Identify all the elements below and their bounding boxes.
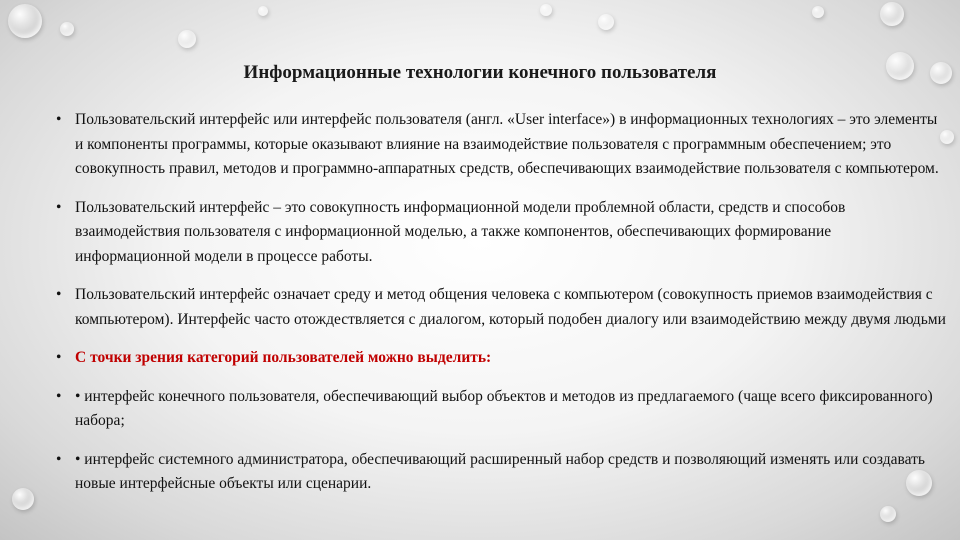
bullet-marker: • [56,349,62,366]
bullet-text: • интерфейс конечного пользователя, обеспечивающий выбор объектов и методов из предлагаемого (чаще всего фиксированного) набора; [75,387,933,429]
bullet-text-highlighted: С точки зрения категорий пользователей можно выделить: [75,349,492,366]
bullet-marker: • [56,387,62,405]
bullet-text: Пользовательский интерфейс означает среду и метод общения человека с компьютером (совокупность приемов взаимодействия с компьютером). Интерфейс часто отождествляется с диалогом, который подобен диалогу или взаимодействию между двумя людьми [75,286,946,328]
slide-title: Информационные технологии конечного пользователя [243,62,717,83]
bullet-item [56,346,946,371]
bullet-marker: • [56,198,62,216]
bullet-item [56,283,946,332]
bullet-item [56,448,946,497]
bullet-item [56,108,946,182]
bullet-marker: • [56,286,62,303]
bullet-item [56,196,946,270]
bullet-marker: • [56,111,62,128]
bullet-text: Пользовательский интерфейс или интерфейс пользователя (англ. «User interface») в информационных технологиях – это элементы и компоненты программы, которые оказывают влияние на взаимодействие пользователя с программным обеспечением; это совокупность правил, методов и программно-аппаратных средств, обеспечивающих взаимодействие пользователя с компьютером. [75,111,939,177]
bullet-text: • интерфейс системного администратора, обеспечивающий расширенный набор средств и позволяющий изменять или создавать новые интерфейсные объекты или сценарии. [75,450,925,492]
bullet-text: Пользовательский интерфейс – это совокупность информационной модели проблемной области, средств и способов взаимодействия пользователя с информационной моделью, а также компонентов, обеспечивающих формирование информационной модели в процессе работы. [75,198,846,265]
bullet-item [56,385,946,434]
bullet-marker: • [56,450,62,468]
slide-content [56,108,946,511]
